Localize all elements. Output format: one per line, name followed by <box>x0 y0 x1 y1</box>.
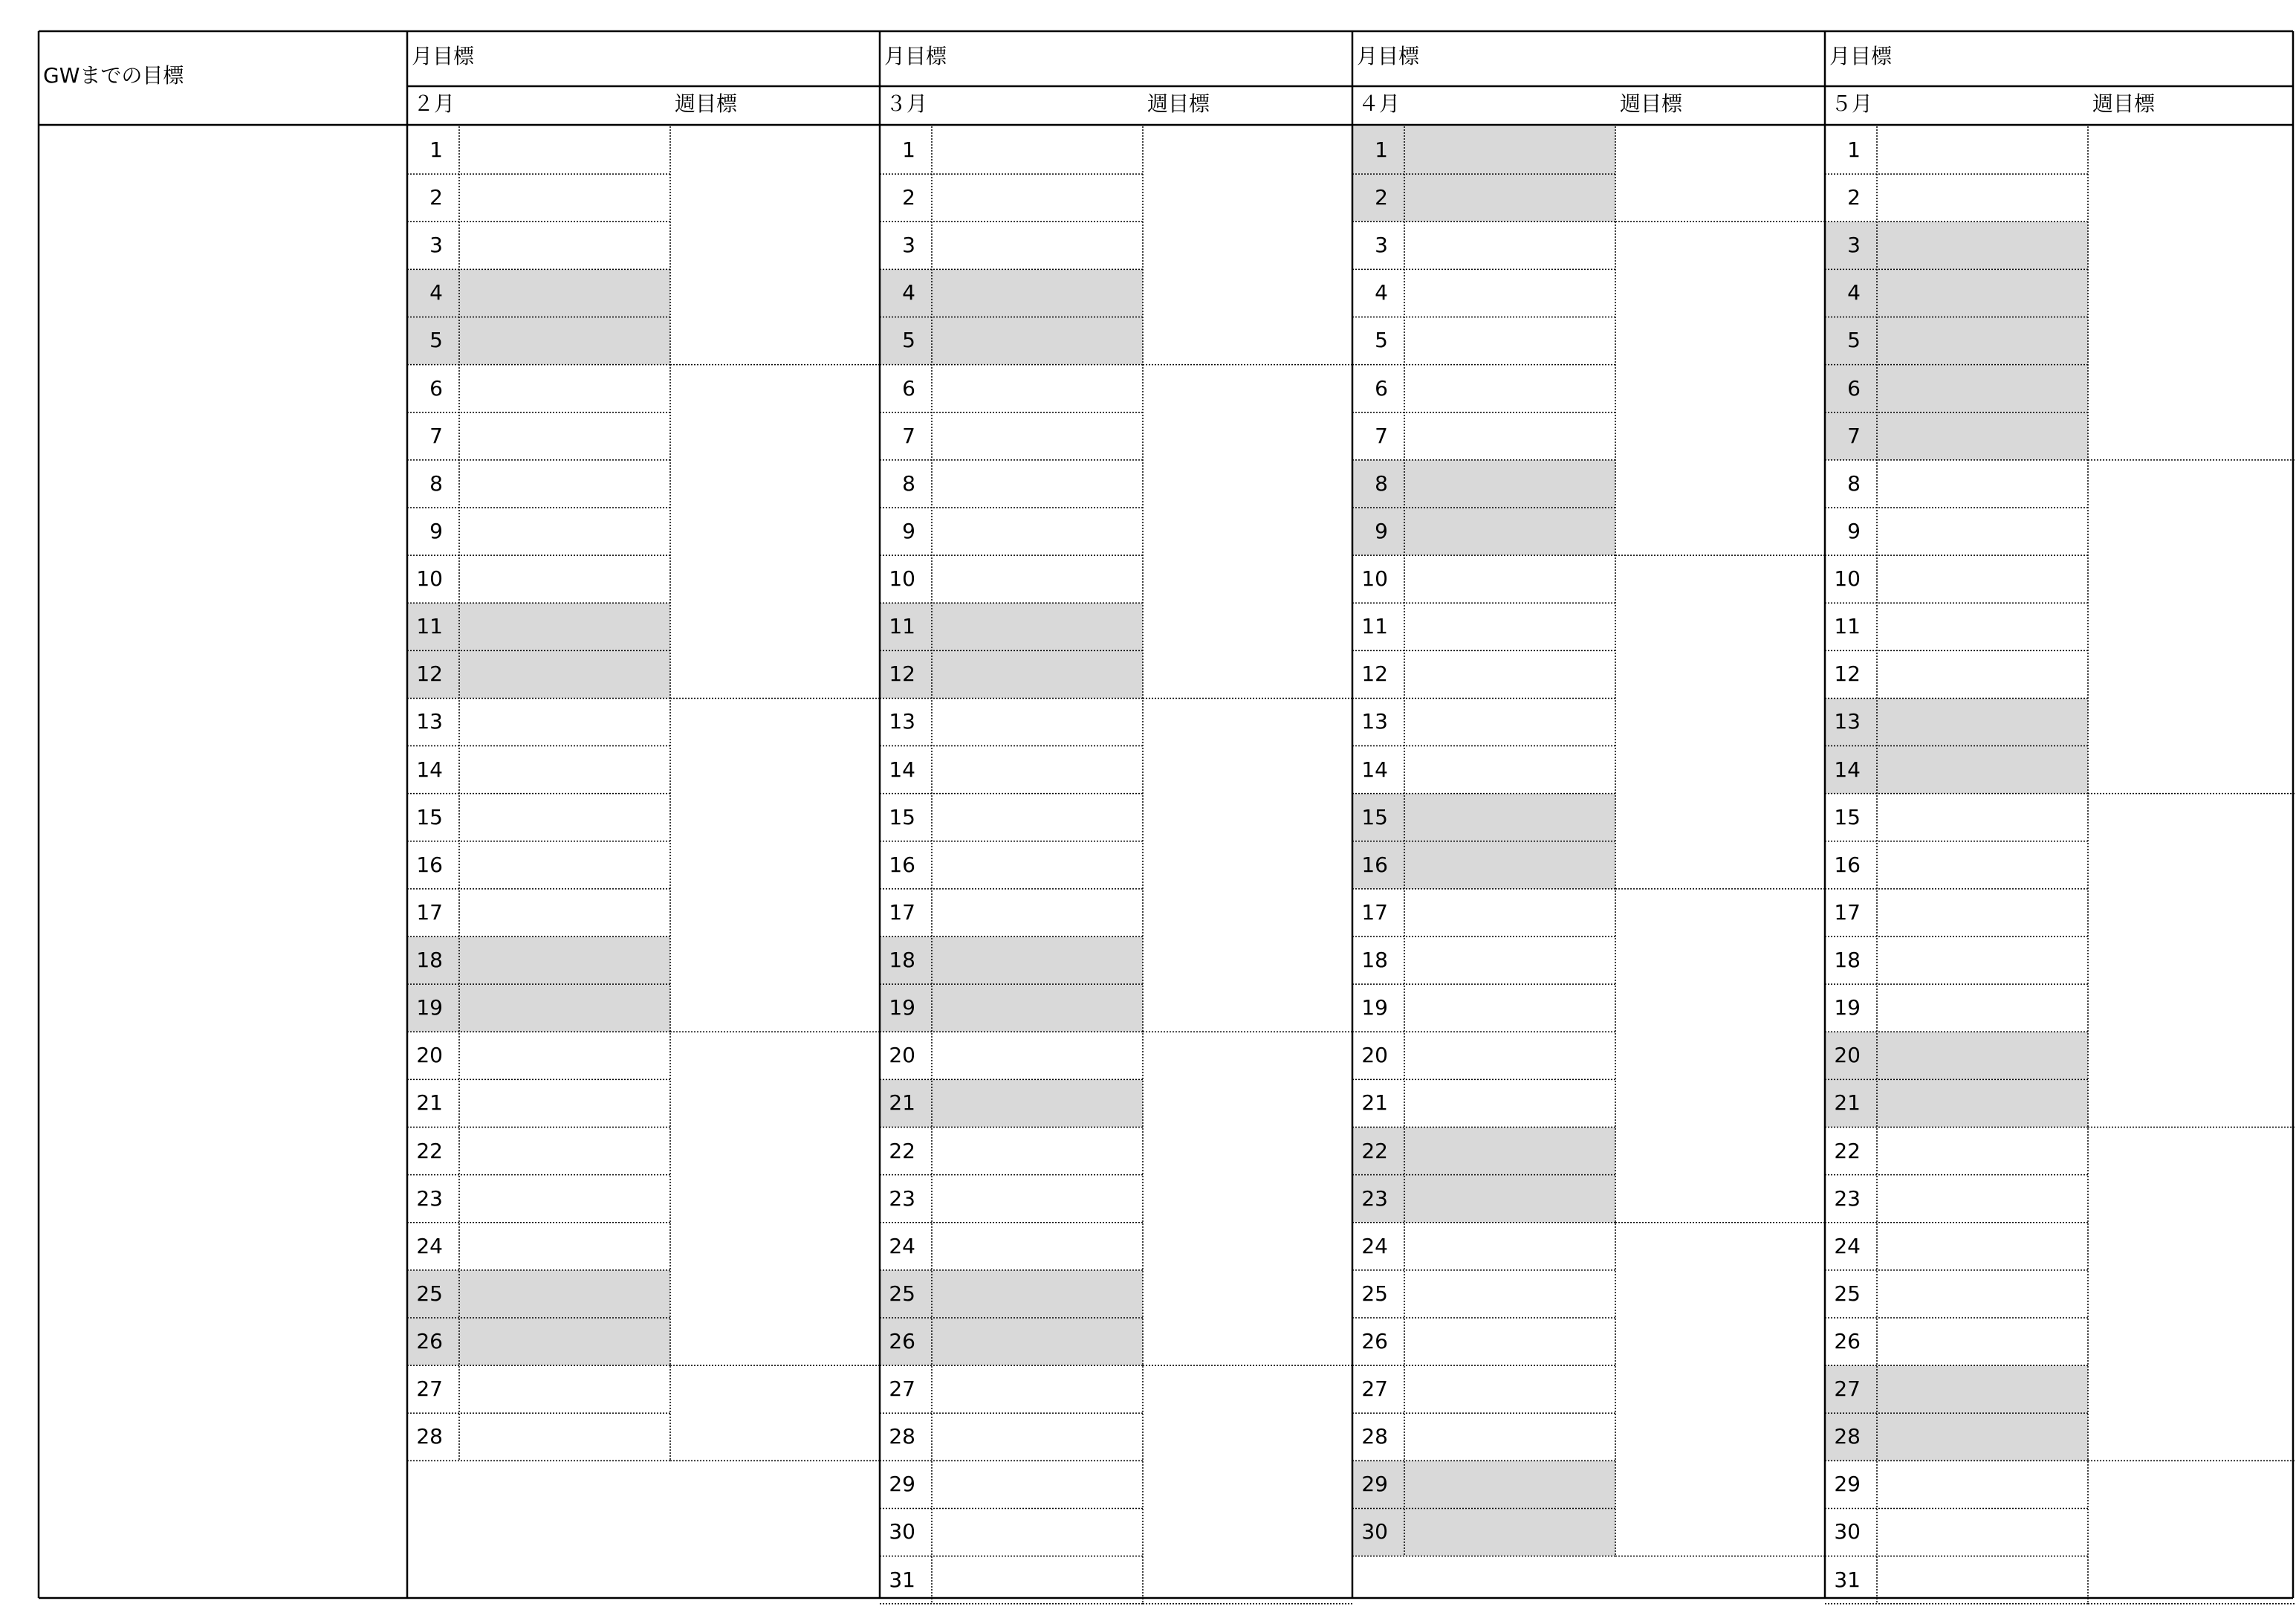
day-number: 21 <box>889 1090 915 1116</box>
day-number: 15 <box>416 804 443 829</box>
month-label: ３月 <box>886 91 928 116</box>
day-number: 11 <box>1361 614 1388 639</box>
day-number: 7 <box>429 423 443 448</box>
day-number: 28 <box>416 1424 443 1449</box>
day-number: 16 <box>416 852 443 877</box>
day-number: 7 <box>902 423 915 448</box>
day-number: 13 <box>889 709 915 734</box>
day-number: 16 <box>889 852 915 877</box>
day-number: 4 <box>902 280 915 305</box>
day-number: 13 <box>1834 709 1861 734</box>
day-number: 21 <box>416 1090 443 1116</box>
day-number: 15 <box>1361 804 1388 829</box>
day-number: 9 <box>902 518 915 543</box>
weekend-cell <box>1826 1413 2088 1460</box>
day-number: 1 <box>1847 138 1861 162</box>
weekend-cell <box>408 1318 670 1365</box>
day-number: 9 <box>1375 518 1388 543</box>
day-number: 7 <box>1847 423 1861 448</box>
day-number: 17 <box>1361 899 1388 925</box>
weekend-cell <box>1353 460 1615 508</box>
day-number: 27 <box>1834 1376 1861 1402</box>
day-number: 9 <box>1847 518 1861 543</box>
weekend-cell <box>881 269 1143 317</box>
day-number: 6 <box>1847 375 1861 401</box>
day-number: 3 <box>1375 233 1388 258</box>
month-goal-label: 月目標 <box>1829 44 1893 68</box>
weekend-cell <box>1353 1460 1615 1508</box>
day-number: 14 <box>889 757 915 782</box>
day-number: 13 <box>1361 709 1388 734</box>
day-number: 31 <box>889 1567 915 1592</box>
weekend-cell <box>1826 413 2088 460</box>
day-number: 7 <box>1375 423 1388 448</box>
weekend-cell <box>1826 698 2088 745</box>
week-goal-label: 週目標 <box>1620 91 1683 116</box>
day-number: 19 <box>889 995 915 1020</box>
day-number: 17 <box>889 899 915 925</box>
day-number: 25 <box>416 1281 443 1306</box>
day-number: 22 <box>1361 1138 1388 1163</box>
day-number: 10 <box>889 566 915 592</box>
weekend-cell <box>408 603 670 650</box>
day-number: 25 <box>1834 1281 1861 1306</box>
day-number: 26 <box>1834 1329 1861 1353</box>
day-number: 11 <box>416 614 443 639</box>
weekend-cell <box>1353 1508 1615 1556</box>
day-number: 25 <box>889 1281 915 1306</box>
weekend-cell <box>1826 746 2088 794</box>
day-number: 14 <box>1834 757 1861 782</box>
week-goal-label: 週目標 <box>1147 91 1210 116</box>
day-number: 4 <box>429 280 443 305</box>
day-number: 2 <box>1375 185 1388 210</box>
day-number: 26 <box>889 1329 915 1353</box>
day-number: 31 <box>1834 1567 1861 1592</box>
day-number: 15 <box>1834 804 1861 829</box>
month-label: ５月 <box>1831 91 1873 116</box>
day-number: 12 <box>889 661 915 687</box>
day-number: 15 <box>889 804 915 829</box>
weekend-cell <box>1353 1175 1615 1223</box>
day-number: 16 <box>1834 852 1861 877</box>
month-label: ２月 <box>413 91 455 116</box>
day-number: 8 <box>1847 470 1861 496</box>
weekend-cell <box>881 603 1143 650</box>
day-number: 6 <box>1375 375 1388 401</box>
day-number: 24 <box>1834 1233 1861 1258</box>
day-number: 29 <box>889 1472 915 1497</box>
day-number: 28 <box>1361 1424 1388 1449</box>
day-number: 28 <box>889 1424 915 1449</box>
weekend-cell <box>881 317 1143 364</box>
weekend-cell <box>408 1270 670 1318</box>
week-goal-label: 週目標 <box>675 91 738 116</box>
day-number: 18 <box>1361 948 1388 973</box>
day-number: 22 <box>889 1138 915 1163</box>
weekend-cell <box>408 317 670 364</box>
day-number: 5 <box>902 328 915 353</box>
weekend-cell <box>1826 317 2088 364</box>
weekend-cell <box>408 984 670 1032</box>
day-number: 27 <box>889 1376 915 1402</box>
week-goal-label: 週目標 <box>2092 91 2156 116</box>
day-number: 26 <box>416 1329 443 1353</box>
weekend-cell <box>1353 794 1615 841</box>
day-number: 19 <box>416 995 443 1020</box>
day-number: 14 <box>1361 757 1388 782</box>
weekend-cell <box>408 936 670 984</box>
day-number: 24 <box>416 1233 443 1258</box>
day-number: 4 <box>1375 280 1388 305</box>
weekend-cell <box>1826 1032 2088 1079</box>
day-number: 3 <box>429 233 443 258</box>
day-number: 8 <box>1375 470 1388 496</box>
day-number: 12 <box>1361 661 1388 687</box>
day-number: 23 <box>1361 1185 1388 1211</box>
day-number: 20 <box>1361 1043 1388 1068</box>
day-number: 10 <box>1361 566 1388 592</box>
day-number: 29 <box>1361 1472 1388 1497</box>
day-number: 21 <box>1834 1090 1861 1116</box>
weekend-cell <box>1353 841 1615 889</box>
weekend-cell <box>881 1270 1143 1318</box>
day-number: 6 <box>429 375 443 401</box>
day-number: 12 <box>416 661 443 687</box>
weekend-cell <box>1826 365 2088 413</box>
month-label: ４月 <box>1358 91 1401 116</box>
weekend-cell <box>881 650 1143 698</box>
day-number: 10 <box>1834 566 1861 592</box>
day-number: 17 <box>1834 899 1861 925</box>
month-goal-label: 月目標 <box>1357 44 1420 68</box>
day-number: 11 <box>1834 614 1861 639</box>
day-number: 1 <box>429 138 443 162</box>
day-number: 20 <box>416 1043 443 1068</box>
day-number: 13 <box>416 709 443 734</box>
day-number: 2 <box>902 185 915 210</box>
gw-goal-label: GWまでの目標 <box>43 63 184 88</box>
day-number: 20 <box>1834 1043 1861 1068</box>
day-number: 21 <box>1361 1090 1388 1116</box>
day-number: 11 <box>889 614 915 639</box>
day-number: 17 <box>416 899 443 925</box>
day-number: 6 <box>902 375 915 401</box>
day-number: 1 <box>1375 138 1388 162</box>
weekend-cell <box>1826 221 2088 269</box>
day-number: 23 <box>889 1185 915 1211</box>
day-number: 22 <box>416 1138 443 1163</box>
day-number: 22 <box>1834 1138 1861 1163</box>
day-number: 18 <box>1834 948 1861 973</box>
day-number: 23 <box>1834 1185 1861 1211</box>
weekend-cell <box>408 269 670 317</box>
day-number: 26 <box>1361 1329 1388 1353</box>
day-number: 4 <box>1847 280 1861 305</box>
day-number: 14 <box>416 757 443 782</box>
weekend-cell <box>1353 174 1615 221</box>
day-number: 5 <box>1375 328 1388 353</box>
day-number: 29 <box>1834 1472 1861 1497</box>
day-number: 27 <box>416 1376 443 1402</box>
day-number: 30 <box>889 1519 915 1544</box>
day-number: 18 <box>889 948 915 973</box>
weekend-cell <box>1353 1128 1615 1175</box>
day-number: 2 <box>429 185 443 210</box>
month-goal-label: 月目標 <box>884 44 947 68</box>
weekend-cell <box>881 1318 1143 1365</box>
day-number: 3 <box>902 233 915 258</box>
day-number: 24 <box>1361 1233 1388 1258</box>
weekend-cell <box>1353 126 1615 174</box>
weekend-cell <box>1826 1079 2088 1127</box>
day-number: 30 <box>1834 1519 1861 1544</box>
day-number: 10 <box>416 566 443 592</box>
day-number: 5 <box>429 328 443 353</box>
weekend-cell <box>881 984 1143 1032</box>
day-number: 16 <box>1361 852 1388 877</box>
weekend-cell <box>881 936 1143 984</box>
month-goal-label: 月目標 <box>412 44 475 68</box>
day-number: 20 <box>889 1043 915 1068</box>
weekend-cell <box>1826 1365 2088 1413</box>
weekend-cell <box>408 650 670 698</box>
day-number: 9 <box>429 518 443 543</box>
weekend-cell <box>1353 508 1615 555</box>
day-number: 8 <box>429 470 443 496</box>
day-number: 30 <box>1361 1519 1388 1544</box>
day-number: 8 <box>902 470 915 496</box>
weekend-cell <box>1826 269 2088 317</box>
day-number: 23 <box>416 1185 443 1211</box>
day-number: 24 <box>889 1233 915 1258</box>
day-number: 25 <box>1361 1281 1388 1306</box>
day-number: 3 <box>1847 233 1861 258</box>
weekend-cell <box>881 1079 1143 1127</box>
day-number: 19 <box>1834 995 1861 1020</box>
day-number: 5 <box>1847 328 1861 353</box>
day-number: 1 <box>902 138 915 162</box>
day-number: 12 <box>1834 661 1861 687</box>
day-number: 18 <box>416 948 443 973</box>
day-number: 27 <box>1361 1376 1388 1402</box>
day-number: 2 <box>1847 185 1861 210</box>
day-number: 19 <box>1361 995 1388 1020</box>
day-number: 28 <box>1834 1424 1861 1449</box>
